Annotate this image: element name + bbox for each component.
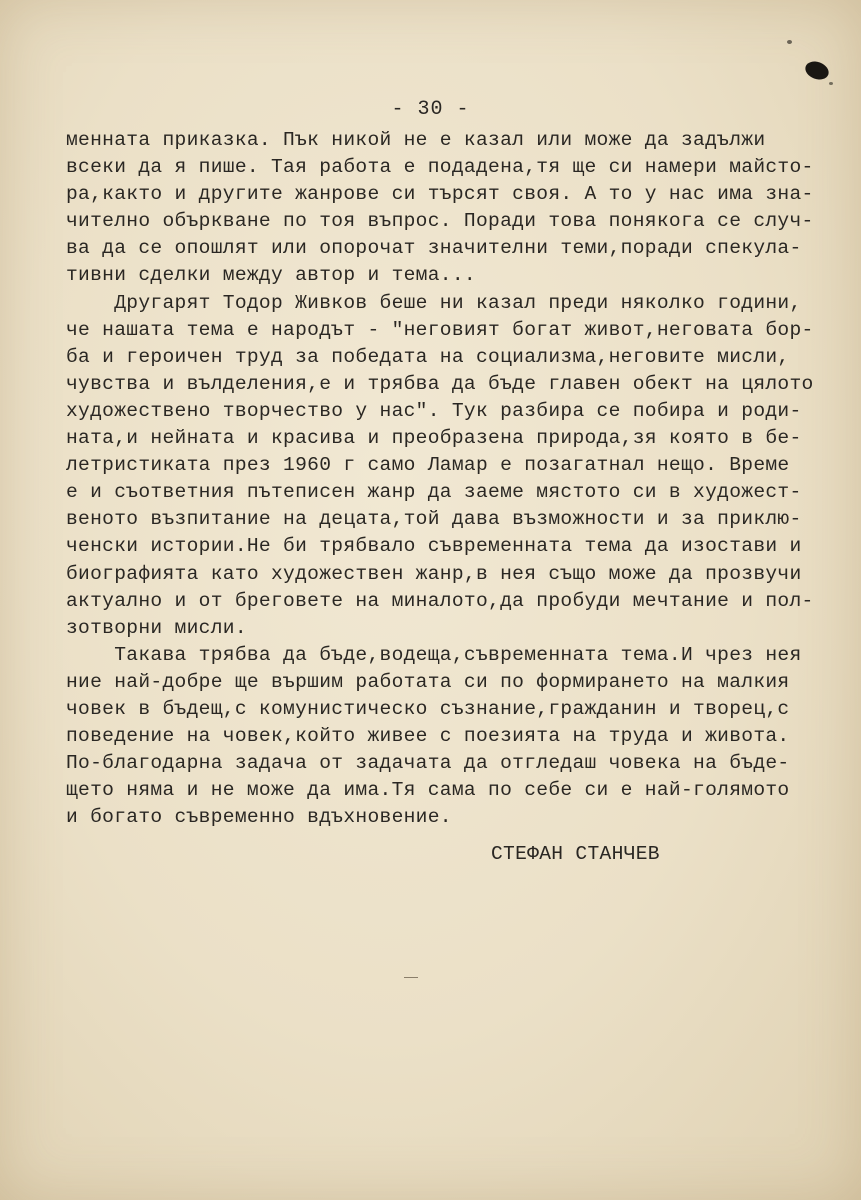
ink-speck (829, 82, 833, 85)
text-line: щето няма и не може да има.Тя сама по себе си е най-голямото (66, 779, 790, 802)
text-line: че нашата тема е народът - "неговият богат живот,неговата бор- (66, 318, 814, 341)
faint-mark (404, 977, 418, 978)
ink-speck (787, 40, 792, 44)
text-line: чително объркване по тоя въпрос. Поради това понякога се случ- (66, 210, 814, 233)
text-line: е и съответния пътеписен жанр да заеме мястото си в художест- (66, 481, 802, 504)
text-line: ра,както и другите жанрове си търсят своя. А то у нас има зна- (66, 183, 814, 206)
text-line: художествено творчество у нас". Тук разбира се побира и роди- (66, 399, 802, 422)
text-line: чувства и вълделения,е и трябва да бъде главен обект на цялото (66, 372, 814, 395)
text-line: менната приказка. Пък никой не е казал или може да задължи (66, 129, 766, 151)
text-line: ба и героичен труд за победата на социализма,неговите мисли, (66, 345, 790, 368)
text-line: Такава трябва да бъде,водеща,съвременната тема.И чрез нея (66, 643, 802, 666)
text-line: зотворни мисли. (66, 616, 247, 639)
text-line: Другарят Тодор Живков беше ни казал преди няколко години, (66, 291, 802, 314)
text-line: ченски истории.Не би трябвало съвременната тема да изостави и (66, 535, 802, 558)
text-line: биографията като художествен жанр,в нея също може да прозвучи (66, 562, 802, 585)
text-line: тивни сделки между автор и тема... (66, 264, 476, 287)
text-line: летристиката през 1960 г само Ламар е позагатнал нещо. Време (66, 454, 790, 477)
text-line: всеки да я пише. Тая работа е подадена,тя ще си намери майсто- (66, 156, 814, 179)
text-line: актуално и от бреговете на миналото,да пробуди мечтание и пол- (66, 589, 814, 612)
text-line: ние най-добре ще вършим работата си по формирането на малкия (66, 670, 790, 693)
text-line: веното възпитание на децата,той дава възможности и за приклю- (66, 508, 802, 531)
text-line: ната,и нейната и красива и преобразена природа,зя която в бе- (66, 427, 802, 450)
body-text (66, 127, 826, 831)
author-signature: СТЕФАН СТАНЧЕВ (491, 843, 660, 865)
text-line: човек в бъдещ,с комунистическо съзнание,гражданин и творец,с (66, 697, 790, 720)
text-line: поведение на човек,който живее с поезията на труда и живота. (66, 725, 790, 748)
text-line: и богато съвременно вдъхновение. (66, 806, 452, 829)
ink-spot (803, 58, 831, 82)
text-line: По-благодарна задача от задачата да отгледаш човека на бъде- (66, 752, 790, 775)
text-line: ва да се опошлят или опорочат значителни теми,поради спекула- (66, 237, 802, 260)
page-number: - 30 - (391, 98, 470, 121)
